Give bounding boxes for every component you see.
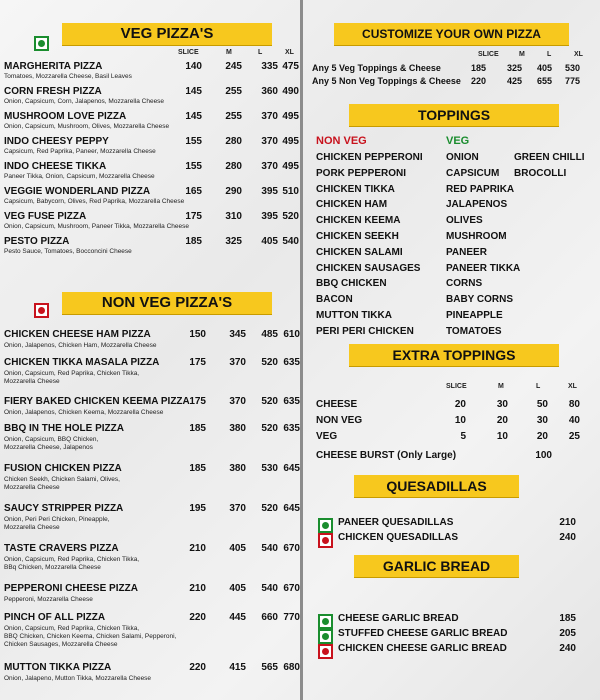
garlic-bread-price: 185 — [559, 613, 576, 624]
veg-topping: ONION — [446, 152, 479, 163]
veg-pizza-price: 165 — [185, 186, 202, 197]
veg-symbol-icon — [318, 629, 333, 644]
customize-header-slice: SLICE — [478, 51, 499, 58]
veg-pizza-description: Onion, Capsicum, Mushroom, Paneer Tikka, Mozzarella Cheese — [4, 223, 189, 230]
veg-pizza-price: 395 — [261, 186, 278, 197]
nonveg-pizza-name: FIERY BAKED CHICKEN KEEMA PIZZA — [4, 396, 190, 407]
nonveg-pizza-description: Onion, Jalapenos, Chicken Keema, Mozzarella Cheese — [4, 409, 164, 416]
nonveg-pizza-price: 670 — [283, 583, 300, 594]
veg-header-l: L — [258, 49, 263, 56]
nonveg-topping: CHICKEN PEPPERONI — [316, 152, 423, 163]
extra-topping-price: 30 — [496, 399, 508, 410]
cheese-burst-price: 100 — [535, 450, 552, 461]
customize-price: 185 — [470, 63, 486, 73]
extra-topping-price: 80 — [568, 399, 580, 410]
veg-pizza-price: 520 — [282, 211, 299, 222]
nonveg-pizza-description: Mozzarella Cheese — [4, 484, 60, 491]
extra-header-slice: SLICE — [446, 383, 467, 390]
nonveg-pizza-name: PINCH OF ALL PIZZA — [4, 612, 106, 623]
nonveg-pizza-price: 635 — [283, 423, 300, 434]
customize-price: 775 — [564, 76, 580, 86]
nonveg-pizza-price: 220 — [189, 662, 206, 673]
extra-topping-price: 20 — [454, 399, 466, 410]
extra-topping-price: 40 — [568, 415, 580, 426]
nonveg-pizza-price: 520 — [261, 357, 278, 368]
extra-topping-price: 10 — [454, 415, 466, 426]
extra-topping-price: 30 — [536, 415, 548, 426]
nonveg-topping: CHICKEN HAM — [316, 199, 388, 211]
veg-pizza-price: 155 — [185, 136, 202, 147]
nonveg-pizza-description: Onion, Capsicum, Red Paprika, Chicken Tikka, — [4, 556, 140, 563]
nonveg-pizza-description: Mozzarella Cheese — [4, 524, 60, 531]
extra-topping-price: 10 — [496, 431, 508, 442]
quesadillas-banner — [354, 475, 519, 497]
nonveg-symbol-icon — [34, 303, 49, 318]
extra-topping-name: VEG — [316, 431, 338, 442]
nonveg-pizza-name: BBQ IN THE HOLE PIZZA — [4, 423, 124, 434]
veg-pizza-price: 510 — [282, 186, 299, 197]
veg-header-m: M — [226, 49, 232, 56]
veg-pizza-price: 245 — [225, 61, 242, 72]
nonveg-pizza-description: Onion, Jalapeno, Mutton Tikka, Mozzarella Cheese — [4, 675, 152, 682]
garlic-bread-banner — [354, 555, 519, 577]
veg-pizzas-title: VEG PIZZA'S — [120, 25, 214, 42]
garlic-bread-name: STUFFED CHEESE GARLIC BREAD — [338, 628, 508, 639]
nonveg-pizza-price: 380 — [229, 423, 246, 434]
extra-topping-price: 5 — [460, 431, 466, 442]
nonveg-pizza-name: CHICKEN TIKKA MASALA PIZZA — [4, 357, 160, 368]
veg-pizza-price: 310 — [225, 211, 242, 222]
nonveg-pizza-price: 530 — [261, 463, 278, 474]
customize-title: CUSTOMIZE YOUR OWN PIZZA — [362, 27, 541, 41]
veg-pizza-name: MUSHROOM LOVE PIZZA — [4, 111, 127, 122]
veg-pizza-name: VEGGIE WONDERLAND PIZZA — [4, 186, 151, 197]
nonveg-pizza-price: 380 — [229, 463, 246, 474]
veg-topping: CORNS — [446, 278, 483, 290]
quesadillas-title: QUESADILLAS — [386, 478, 487, 494]
veg-pizza-price: 140 — [185, 61, 202, 72]
extra-header-l: L — [536, 383, 541, 390]
veg-pizza-name: INDO CHEESY PEPPY — [4, 136, 109, 147]
extra-topping-price: 50 — [536, 399, 548, 410]
nonveg-pizza-description: Chicken Seekh, Chicken Salami, Olives, — [4, 476, 120, 483]
veg-pizza-price: 495 — [282, 111, 299, 122]
nonveg-pizza-name: CHICKEN CHEESE HAM PIZZA — [4, 329, 151, 340]
veg-pizza-name: VEG FUSE PIZZA — [4, 211, 87, 222]
nonveg-symbol-icon — [318, 644, 333, 659]
customize-header-xl: XL — [574, 51, 583, 58]
nonveg-pizza-price: 520 — [261, 396, 278, 407]
veg-pizza-name: MARGHERITA PIZZA — [4, 61, 103, 72]
nonveg-pizza-price: 185 — [189, 463, 206, 474]
nonveg-pizza-description: Onion, Jalapenos, Chicken Ham, Mozzarella Cheese — [4, 342, 157, 349]
extra-topping-price: 20 — [496, 415, 508, 426]
nonveg-pizza-price: 635 — [283, 396, 300, 407]
veg-pizza-name: PESTO PIZZA — [4, 236, 70, 247]
garlic-bread-name: CHEESE GARLIC BREAD — [338, 613, 459, 624]
nonveg-topping: CHICKEN SEEKH — [316, 231, 399, 242]
veg-topping: GREEN CHILLI — [514, 152, 585, 163]
extra-toppings-banner — [349, 344, 559, 366]
nonveg-pizza-description: Onion, Capsicum, Red Paprika, Chicken Tikka, — [4, 370, 140, 377]
extra-topping-name: NON VEG — [316, 415, 363, 426]
quesadilla-price: 240 — [559, 532, 576, 543]
veg-topping: OLIVES — [446, 215, 483, 227]
nonveg-pizza-name: SAUCY STRIPPER PIZZA — [4, 503, 124, 514]
veg-pizza-price: 370 — [261, 161, 278, 172]
nonveg-pizzas-banner — [62, 292, 272, 314]
customize-price: 405 — [536, 63, 552, 73]
garlic-bread-price: 240 — [559, 643, 576, 654]
veg-pizza-price: 395 — [261, 211, 278, 222]
nonveg-pizza-description: Chicken Sausages, Mozzarella Cheese — [4, 641, 118, 648]
veg-topping: MUSHROOM — [446, 231, 507, 242]
cheese-burst-name: CHEESE BURST (Only Large) — [316, 450, 457, 461]
nonveg-pizza-price: 660 — [261, 612, 278, 623]
veg-topping: PANEER — [446, 246, 487, 258]
nonveg-toppings-label: NON VEG — [316, 135, 367, 147]
veg-pizza-description: Capsicum, Babycorn, Olives, Red Paprika, Mozzarella Cheese — [4, 198, 185, 205]
veg-symbol-icon — [34, 36, 49, 51]
nonveg-pizza-price: 405 — [229, 543, 246, 554]
nonveg-pizza-name: PEPPERONI CHEESE PIZZA — [4, 583, 138, 594]
veg-header-slice: SLICE — [178, 49, 199, 56]
nonveg-topping: CHICKEN TIKKA — [316, 183, 395, 195]
nonveg-pizza-description: Onion, Capsicum, Red Paprika, Chicken Tikka, — [4, 625, 140, 632]
nonveg-pizza-price: 185 — [189, 423, 206, 434]
customize-price: 325 — [506, 63, 522, 73]
veg-pizza-description: Onion, Capsicum, Corn, Jalapenos, Mozzarella Cheese — [4, 98, 165, 105]
garlic-bread-title: GARLIC BREAD — [382, 558, 491, 574]
veg-pizza-name: CORN FRESH PIZZA — [4, 86, 102, 97]
nonveg-pizza-price: 635 — [283, 357, 300, 368]
nonveg-topping: CHICKEN KEEMA — [316, 215, 401, 227]
veg-pizza-price: 490 — [282, 86, 299, 97]
toppings-banner — [349, 104, 559, 126]
veg-pizza-description: Onion, Capsicum, Mushroom, Olives, Mozzarella Cheese — [4, 123, 170, 130]
nonveg-pizza-description: Onion, Capsicum, BBQ Chicken, — [4, 436, 99, 443]
veg-symbol-icon — [318, 518, 333, 533]
veg-header-xl: XL — [285, 49, 294, 56]
veg-pizza-description: Pesto Sauce, Tomatoes, Bocconcini Cheese — [4, 248, 132, 255]
nonveg-pizza-description: Mozzarella Cheese — [4, 378, 60, 385]
veg-pizza-description: Paneer Tikka, Onion, Capsicum, Mozzarella Cheese — [4, 173, 155, 180]
veg-pizza-price: 255 — [225, 86, 242, 97]
nonveg-pizza-price: 370 — [229, 503, 246, 514]
nonveg-pizza-description: BBq Chicken, Mozzarella Cheese — [4, 564, 101, 571]
nonveg-topping: MUTTON TIKKA — [316, 310, 392, 321]
nonveg-pizza-description: Mozzarella Cheese, Jalapenos — [4, 444, 93, 451]
veg-topping: CAPSICUM — [446, 167, 500, 179]
nonveg-pizza-name: TASTE CRAVERS PIZZA — [4, 543, 119, 554]
nonveg-pizza-price: 645 — [283, 463, 300, 474]
customize-header-l: L — [547, 51, 552, 58]
nonveg-pizza-price: 485 — [261, 329, 278, 340]
veg-pizza-price: 255 — [225, 111, 242, 122]
nonveg-pizza-name: MUTTON TIKKA PIZZA — [4, 662, 112, 673]
nonveg-pizza-price: 445 — [229, 612, 246, 623]
nonveg-topping: CHICKEN SALAMI — [316, 246, 403, 258]
customize-price: 220 — [470, 76, 486, 86]
veg-topping: RED PAPRIKA — [446, 183, 515, 195]
veg-pizza-price: 175 — [185, 211, 202, 222]
veg-pizza-price: 335 — [261, 61, 278, 72]
veg-pizza-description: Tomatoes, Mozzarella Cheese, Basil Leaves — [4, 73, 132, 80]
nonveg-topping: BACON — [316, 294, 353, 306]
nonveg-topping: PERI PERI CHICKEN — [316, 325, 414, 337]
nonveg-topping: PORK PEPPERONI — [316, 167, 407, 179]
customize-price: 655 — [536, 76, 552, 86]
extra-header-xl: XL — [568, 383, 577, 390]
nonveg-pizza-price: 415 — [229, 662, 246, 673]
nonveg-symbol-icon — [318, 533, 333, 548]
veg-pizza-price: 280 — [225, 161, 242, 172]
nonveg-pizza-price: 210 — [189, 583, 206, 594]
nonveg-pizza-price: 770 — [283, 612, 300, 623]
veg-pizza-price: 145 — [185, 86, 202, 97]
veg-topping: PINEAPPLE — [446, 310, 503, 321]
veg-pizza-price: 495 — [282, 136, 299, 147]
nonveg-pizza-price: 520 — [261, 503, 278, 514]
customize-option: Any 5 Non Veg Toppings & Cheese — [312, 76, 461, 86]
veg-pizzas-banner — [62, 23, 272, 45]
veg-pizza-price: 370 — [261, 111, 278, 122]
veg-topping: JALAPENOS — [446, 199, 508, 211]
veg-pizza-price: 290 — [225, 186, 242, 197]
veg-pizza-price: 405 — [261, 236, 278, 247]
nonveg-pizza-price: 540 — [261, 543, 278, 554]
nonveg-pizza-name: FUSION CHICKEN PIZZA — [4, 463, 122, 474]
extra-topping-price: 25 — [568, 431, 580, 442]
nonveg-pizza-price: 610 — [283, 329, 300, 340]
veg-pizza-description: Capsicum, Red Paprika, Paneer, Mozzarella Cheese — [4, 148, 156, 155]
veg-topping: PANEER TIKKA — [446, 262, 521, 274]
veg-pizza-price: 540 — [282, 236, 299, 247]
veg-topping: TOMATOES — [446, 325, 502, 337]
nonveg-pizza-description: Pepperoni, Mozzarella Cheese — [4, 596, 93, 603]
extra-header-m: M — [498, 383, 504, 390]
veg-pizza-price: 185 — [185, 236, 202, 247]
nonveg-pizza-price: 405 — [229, 583, 246, 594]
nonveg-pizza-price: 680 — [283, 662, 300, 673]
customize-header-m: M — [519, 51, 525, 58]
nonveg-pizza-description: Onion, Peri Peri Chicken, Pineapple, — [4, 516, 110, 523]
toppings-title: TOPPINGS — [417, 107, 491, 123]
nonveg-pizza-price: 540 — [261, 583, 278, 594]
veg-pizza-price: 360 — [261, 86, 278, 97]
customize-option: Any 5 Veg Toppings & Cheese — [312, 63, 441, 73]
customize-banner — [334, 23, 569, 45]
veg-pizza-name: INDO CHEESE TIKKA — [4, 161, 107, 172]
veg-pizza-price: 145 — [185, 111, 202, 122]
nonveg-pizza-price: 370 — [229, 357, 246, 368]
nonveg-pizza-price: 645 — [283, 503, 300, 514]
column-divider — [300, 0, 303, 700]
veg-pizza-price: 325 — [225, 236, 242, 247]
nonveg-topping: CHICKEN SAUSAGES — [316, 262, 421, 274]
customize-price: 530 — [564, 63, 580, 73]
nonveg-pizza-price: 670 — [283, 543, 300, 554]
veg-pizza-price: 280 — [225, 136, 242, 147]
quesadilla-name: PANEER QUESADILLAS — [338, 517, 454, 528]
nonveg-pizza-price: 220 — [189, 612, 206, 623]
extra-topping-price: 20 — [536, 431, 548, 442]
nonveg-pizza-price: 345 — [229, 329, 246, 340]
veg-symbol-icon — [318, 614, 333, 629]
nonveg-pizza-description: BBQ Chicken, Chicken Keema, Chicken Salami, Pepperoni, — [4, 633, 177, 640]
extra-toppings-title: EXTRA TOPPINGS — [392, 347, 516, 363]
nonveg-pizza-price: 210 — [189, 543, 206, 554]
customize-price: 425 — [506, 76, 522, 86]
garlic-bread-name: CHICKEN CHEESE GARLIC BREAD — [338, 643, 507, 654]
nonveg-pizza-price: 195 — [189, 503, 206, 514]
veg-pizza-price: 475 — [282, 61, 299, 72]
veg-topping: BABY CORNS — [446, 294, 514, 306]
nonveg-pizza-price: 175 — [189, 396, 206, 407]
nonveg-pizza-price: 150 — [189, 329, 206, 340]
veg-toppings-label: VEG — [446, 135, 470, 147]
extra-topping-name: CHEESE — [316, 399, 358, 410]
garlic-bread-price: 205 — [559, 628, 576, 639]
nonveg-pizzas-title: NON VEG PIZZA'S — [101, 294, 233, 311]
quesadilla-price: 210 — [559, 517, 576, 528]
nonveg-pizza-price: 175 — [189, 357, 206, 368]
veg-topping: BROCOLLI — [514, 167, 567, 179]
nonveg-topping: BBQ CHICKEN — [316, 278, 387, 290]
nonveg-pizza-price: 370 — [229, 396, 246, 407]
veg-pizza-price: 155 — [185, 161, 202, 172]
quesadilla-name: CHICKEN QUESADILLAS — [338, 532, 459, 543]
veg-pizza-price: 495 — [282, 161, 299, 172]
veg-pizza-price: 370 — [261, 136, 278, 147]
nonveg-pizza-price: 565 — [261, 662, 278, 673]
nonveg-pizza-price: 520 — [261, 423, 278, 434]
